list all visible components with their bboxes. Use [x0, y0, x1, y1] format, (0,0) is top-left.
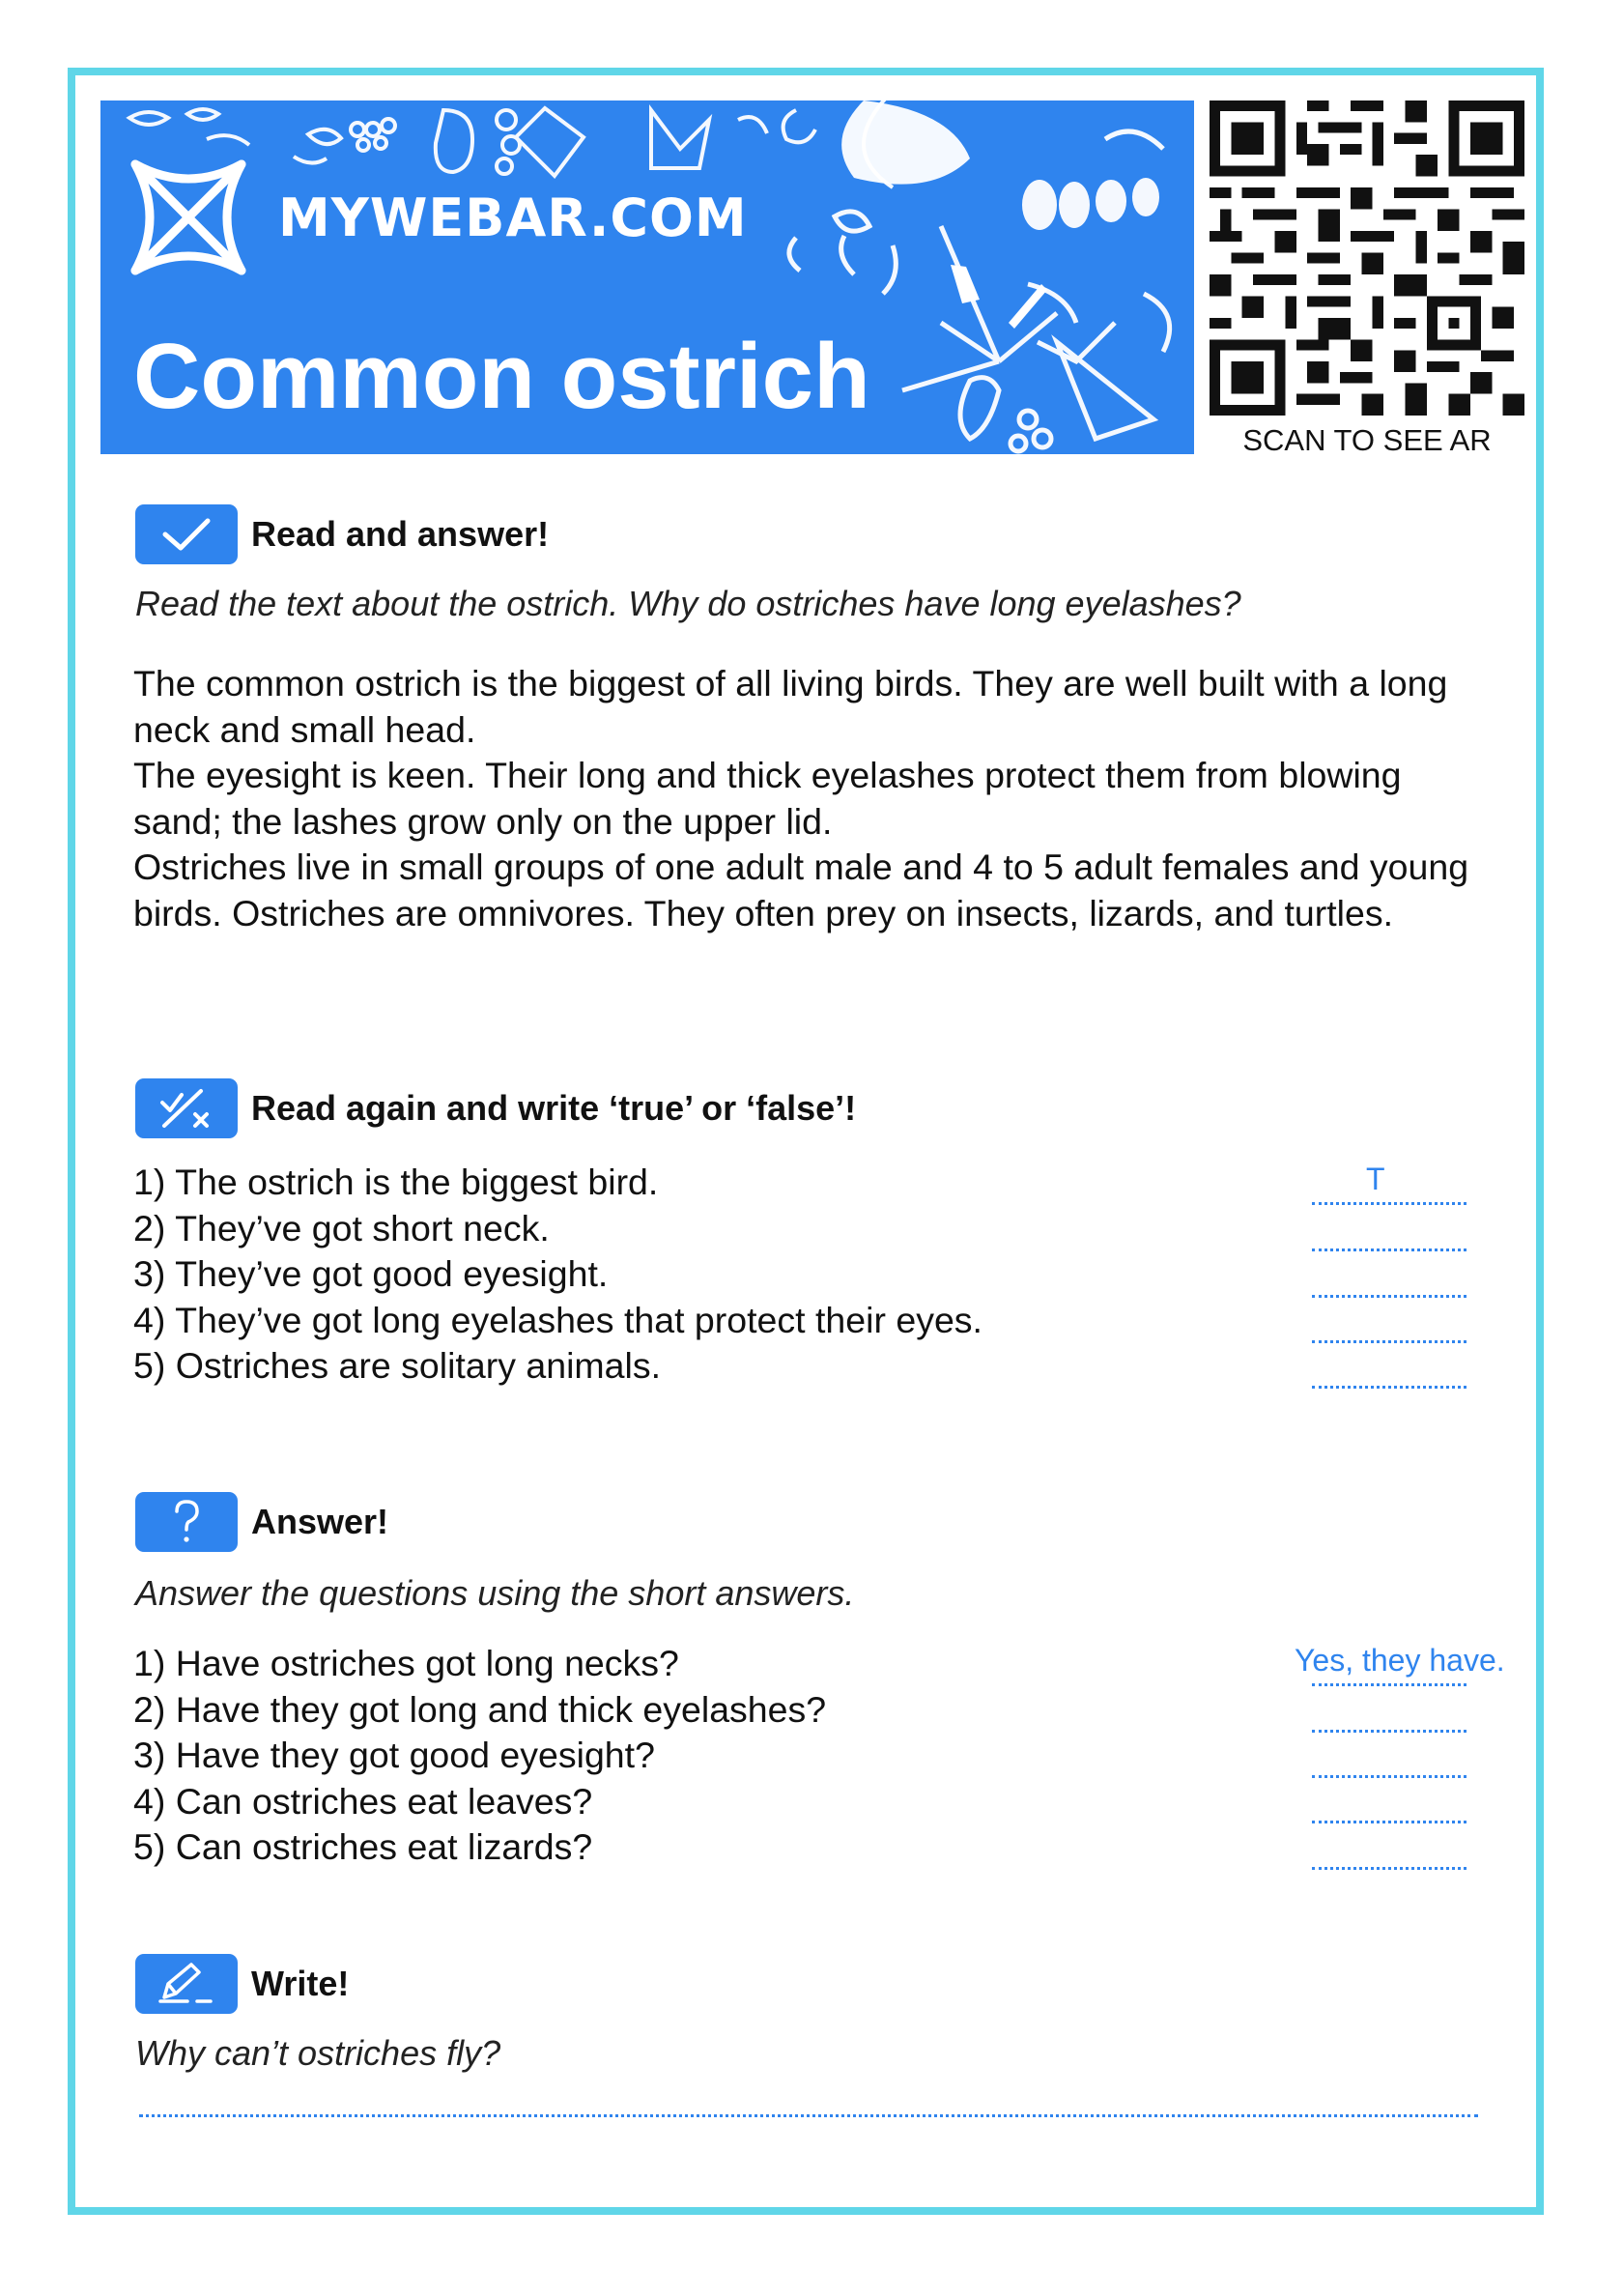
list-item: 2) They’ve got short neck.: [133, 1207, 550, 1248]
answer-blank-3[interactable]: [1312, 1295, 1466, 1298]
site-name: MYWEBAR.COM: [278, 187, 748, 248]
section-true-false-title: Read again and write ‘true’ or ‘false’!: [251, 1088, 857, 1128]
example-answer-true: T: [1366, 1162, 1385, 1196]
section-read-instruction: Read the text about the ostrich. Why do ostriches have long eyelashes?: [135, 584, 1241, 623]
list-item: 2) Have they got long and thick eyelashes?: [133, 1688, 827, 1730]
answer-blank-1[interactable]: [1312, 1683, 1466, 1686]
write-answer-line[interactable]: [139, 2114, 1478, 2117]
checkmark-icon: [159, 515, 214, 554]
list-item: 4) They’ve got long eyelashes that protect their eyes.: [133, 1299, 982, 1340]
logo-x-icon: [126, 155, 251, 280]
section-answer-instruction: Answer the questions using the short answers.: [135, 1573, 855, 1613]
section-answer-title: Answer!: [251, 1502, 389, 1541]
answer-blank-1[interactable]: [1312, 1202, 1466, 1205]
section-badge: [135, 1492, 238, 1552]
list-item: 5) Ostriches are solitary animals.: [133, 1345, 662, 1386]
section-badge: [135, 504, 238, 564]
list-item: 3) Have they got good eyesight?: [133, 1735, 655, 1775]
question-mark-icon: [167, 1498, 206, 1546]
list-item: 3) They’ve got good eyesight.: [133, 1253, 609, 1294]
example-answer-short: Yes, they have.: [1295, 1643, 1505, 1678]
list-item: 1) Have ostriches got long necks?: [133, 1643, 679, 1683]
reading-passage: [133, 661, 1486, 936]
true-false-icon: [153, 1085, 220, 1132]
section-read-title: Read and answer!: [251, 514, 550, 554]
section-read-header: [135, 504, 549, 564]
page-title: Common ostrich: [133, 325, 870, 428]
answer-blank-2[interactable]: [1312, 1730, 1466, 1733]
qr-code: [1210, 100, 1524, 416]
answer-blank-5[interactable]: [1312, 1867, 1466, 1870]
list-item: 1) The ostrich is the biggest bird.: [133, 1162, 659, 1202]
answer-blank-2[interactable]: [1312, 1248, 1466, 1251]
section-write-header: [135, 1954, 349, 2014]
section-write-instruction: Why can’t ostriches fly?: [135, 2033, 501, 2073]
section-write-title: Write!: [251, 1964, 350, 2003]
section-badge: [135, 1078, 238, 1138]
answer-blank-3[interactable]: [1312, 1775, 1466, 1778]
section-answer-header: [135, 1492, 388, 1552]
passage-paragraph: The eyesight is keen. Their long and thick eyelashes protect them from blowing sand; the lashes grow only on the upper lid.: [133, 755, 1402, 842]
pencil-write-icon: [153, 1959, 220, 2009]
answer-blank-4[interactable]: [1312, 1340, 1466, 1343]
answer-blank-4[interactable]: [1312, 1821, 1466, 1823]
passage-paragraph: The common ostrich is the biggest of all living birds. They are well built with a long neck and small head.: [133, 663, 1448, 750]
list-item: 4) Can ostriches eat leaves?: [133, 1780, 593, 1822]
section-true-false-header: [135, 1078, 856, 1138]
answer-blank-5[interactable]: [1312, 1386, 1466, 1389]
list-item: 5) Can ostriches eat lizards?: [133, 1826, 593, 1867]
section-badge: [135, 1954, 238, 2014]
qr-label: SCAN TO SEE AR: [1242, 423, 1492, 457]
question-list: [133, 1641, 1196, 1871]
passage-paragraph: Ostriches live in small groups of one adult male and 4 to 5 adult females and young birds. Ostriches are omnivores. They often prey on insects, lizards, and turtles.: [133, 847, 1469, 933]
header-banner: [100, 100, 1194, 454]
true-false-list: [133, 1160, 1196, 1390]
